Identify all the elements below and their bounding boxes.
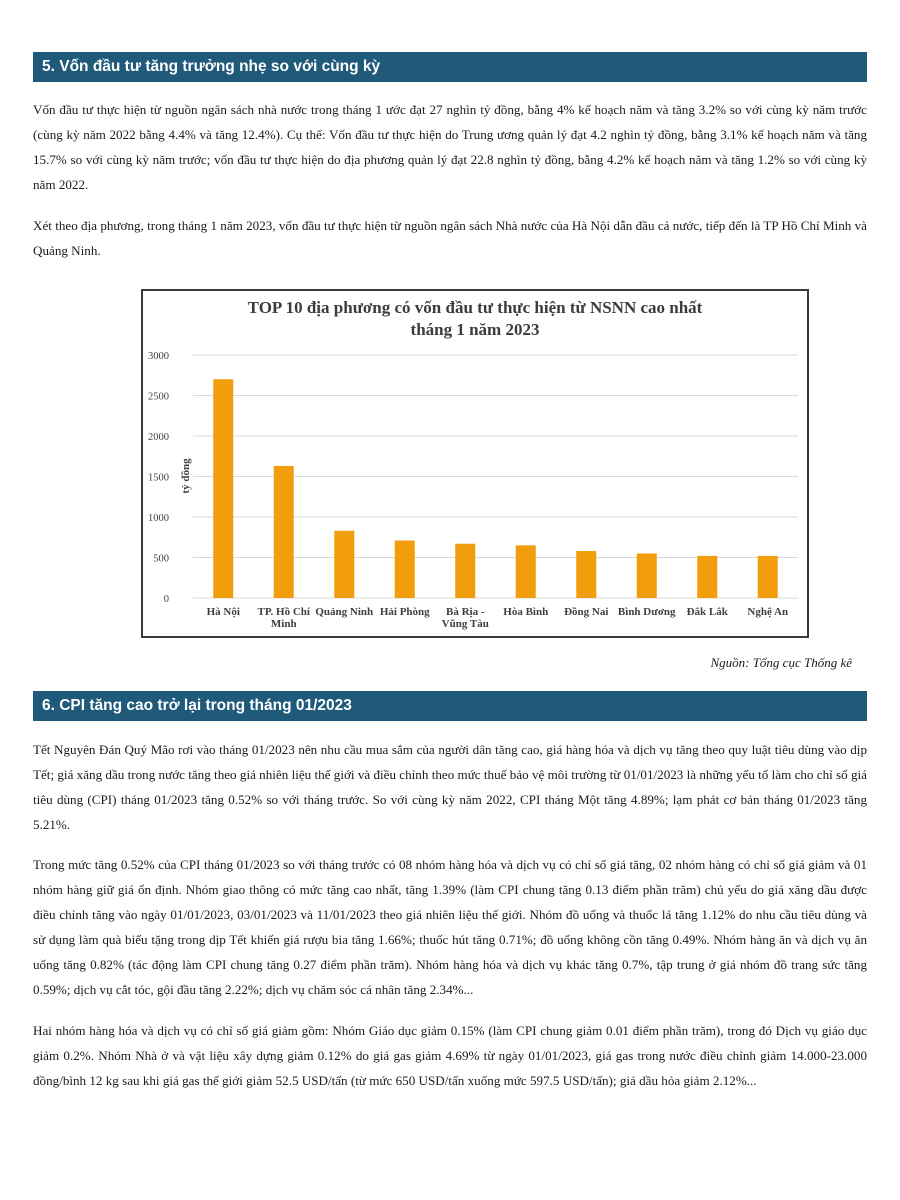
section-5-paragraph-2: Xét theo địa phương, trong tháng 1 năm 2023, vốn đầu tư thực hiện từ nguồn ngân sách Nhà nước của Hà Nội dẫn đầu cả nước, tiếp đến là TP Hồ Chí Minh và Quảng Ninh.: [33, 218, 867, 258]
x-tick-label: TP. Hồ Chí Minh: [257, 606, 310, 630]
bar: [455, 544, 475, 598]
section-5-header: [33, 52, 867, 82]
investment-bar-chart: [141, 289, 809, 638]
x-tick-label: Đắk Lắk: [686, 606, 728, 618]
section-5-paragraph-1: Vốn đầu tư thực hiện từ nguồn ngân sách nhà nước trong tháng 1 ước đạt 27 nghìn tỷ đồng, bằng 4% kế hoạch năm và tăng 3.2% so với cùng kỳ năm trước (cùng kỳ năm 2022 bằng 4.4% và tăng 12.4%). Cụ thể: Vốn đầu tư thực hiện do Trung ương quản lý đạt 4.2 nghìn tỷ đồng, bằng 3.1% kế hoạch năm và tăng 15.7% so với cùng kỳ năm trước; vốn đầu tư thực hiện do địa phương quản lý đạt 22.8 nghìn tỷ đồng, bằng 4.2% kế hoạch năm và tăng 1.2% so với cùng kỳ năm 2022.: [33, 102, 867, 192]
y-tick-label: 1500: [148, 472, 169, 484]
x-tick-label: Hà Nội: [206, 606, 240, 618]
section-6-paragraph-2: Trong mức tăng 0.52% của CPI tháng 01/2023 so với tháng trước có 08 nhóm hàng hóa và dịch vụ có chỉ số giá tăng, 02 nhóm hàng có chỉ số giá giảm và 01 nhóm hàng giữ giá ổn định. Nhóm giao thông có mức tăng cao nhất, tăng 1.39% (làm CPI chung tăng 0.13 điểm phần trăm) chủ yếu do giá xăng dầu được điều chỉnh tăng vào ngày 01/01/2023, 03/01/2023 và 11/01/2023 theo giá nhiên liệu thế giới. Nhóm đồ uống và thuốc lá tăng 1.12% do nhu cầu tiêu dùng và sử dụng làm quà biếu tặng trong dịp Tết khiến giá rượu bia tăng 1.66%; thuốc hút tăng 0.71%; đồ uống không cồn tăng 0.49%. Nhóm hàng ăn và dịch vụ ăn uống tăng 0.82% (tác động làm CPI chung tăng 0.27 điểm phần trăm). Nhóm hàng hóa và dịch vụ khác tăng 0.7%, tập trung ở giá nhóm đồ trang sức tăng 0.59%; dịch vụ cắt tóc, gội đầu tăng 2.22%; dịch vụ chăm sóc cá nhân tăng 2.34%...: [33, 857, 867, 997]
x-tick-label: Bình Dương: [617, 606, 676, 618]
chart-title-line-1: TOP 10 địa phương có vốn đầu tư thực hiện từ NSNN cao nhất: [247, 298, 703, 317]
x-tick-label: Hòa Bình: [503, 606, 549, 618]
chart-plot: [143, 291, 807, 636]
bar: [637, 553, 657, 598]
bar: [213, 379, 233, 598]
x-tick-label: Đồng Nai: [564, 606, 609, 618]
bar: [395, 540, 415, 598]
section-6-title: 6. CPI tăng cao trở lại trong tháng 01/2023: [42, 697, 352, 714]
bar: [274, 466, 294, 598]
chart-title-line-2: tháng 1 năm 2023: [410, 320, 540, 339]
x-tick-label: Hải Phòng: [379, 606, 430, 618]
section-6-header: [33, 691, 867, 721]
bar: [334, 531, 354, 598]
y-tick-label: 3000: [148, 351, 169, 362]
section-5-title: 5. Vốn đầu tư tăng trưởng nhẹ so với cùng kỳ: [42, 58, 381, 75]
chart-source: Nguồn: Tổng cục Thống kê: [710, 655, 852, 670]
y-tick-label: 1000: [148, 513, 169, 524]
y-tick-label: 2000: [148, 432, 169, 443]
y-tick-label: 2500: [148, 391, 169, 403]
bar: [758, 556, 778, 598]
x-tick-label: Nghệ An: [747, 606, 789, 618]
bar: [516, 545, 536, 598]
bar: [697, 556, 717, 598]
section-6-paragraph-1: Tết Nguyên Đán Quý Mão rơi vào tháng 01/2023 nên nhu cầu mua sắm của người dân tăng cao, giá hàng hóa và dịch vụ tăng theo quy luật tiêu dùng vào dịp Tết; giá xăng dầu trong nước tăng theo giá nhiên liệu thế giới và điều chỉnh theo mức thuế bảo vệ môi trường từ 01/01/2023 là những yếu tố làm cho chỉ số giá tiêu dùng (CPI) tháng 01/2023 tăng 0.52% so với tháng trước. So với cùng kỳ năm 2022, CPI tháng Một tăng 4.89%; lạm phát cơ bản tháng 01/2023 tăng 5.21%.: [33, 742, 867, 832]
section-6-paragraph-3: Hai nhóm hàng hóa và dịch vụ có chỉ số giá giảm gồm: Nhóm Giáo dục giảm 0.15% (làm CPI chung giảm 0.01 điểm phần trăm), trong đó Dịch vụ giáo dục giảm 0.2%. Nhóm Nhà ở và vật liệu xây dựng giảm 0.12% do giá gas giảm 4.69% từ ngày 01/01/2023, giá gas trong nước điều chỉnh giảm 14.000-23.000 đồng/bình 12 kg sau khi giá gas thế giới giảm 52.5 USD/tấn (từ mức 650 USD/tấn xuống mức 597.5 USD/tấn); giá dầu hỏa giảm 2.12%...: [33, 1023, 867, 1088]
bar: [576, 551, 596, 598]
y-tick-label: 500: [153, 553, 169, 565]
y-tick-label: 0: [163, 594, 169, 605]
y-axis-label: tỷ đồng: [180, 458, 192, 494]
x-tick-label: Bà Rịa -Vũng Tàu: [441, 606, 489, 630]
x-tick-label: Quảng Ninh: [315, 606, 374, 618]
